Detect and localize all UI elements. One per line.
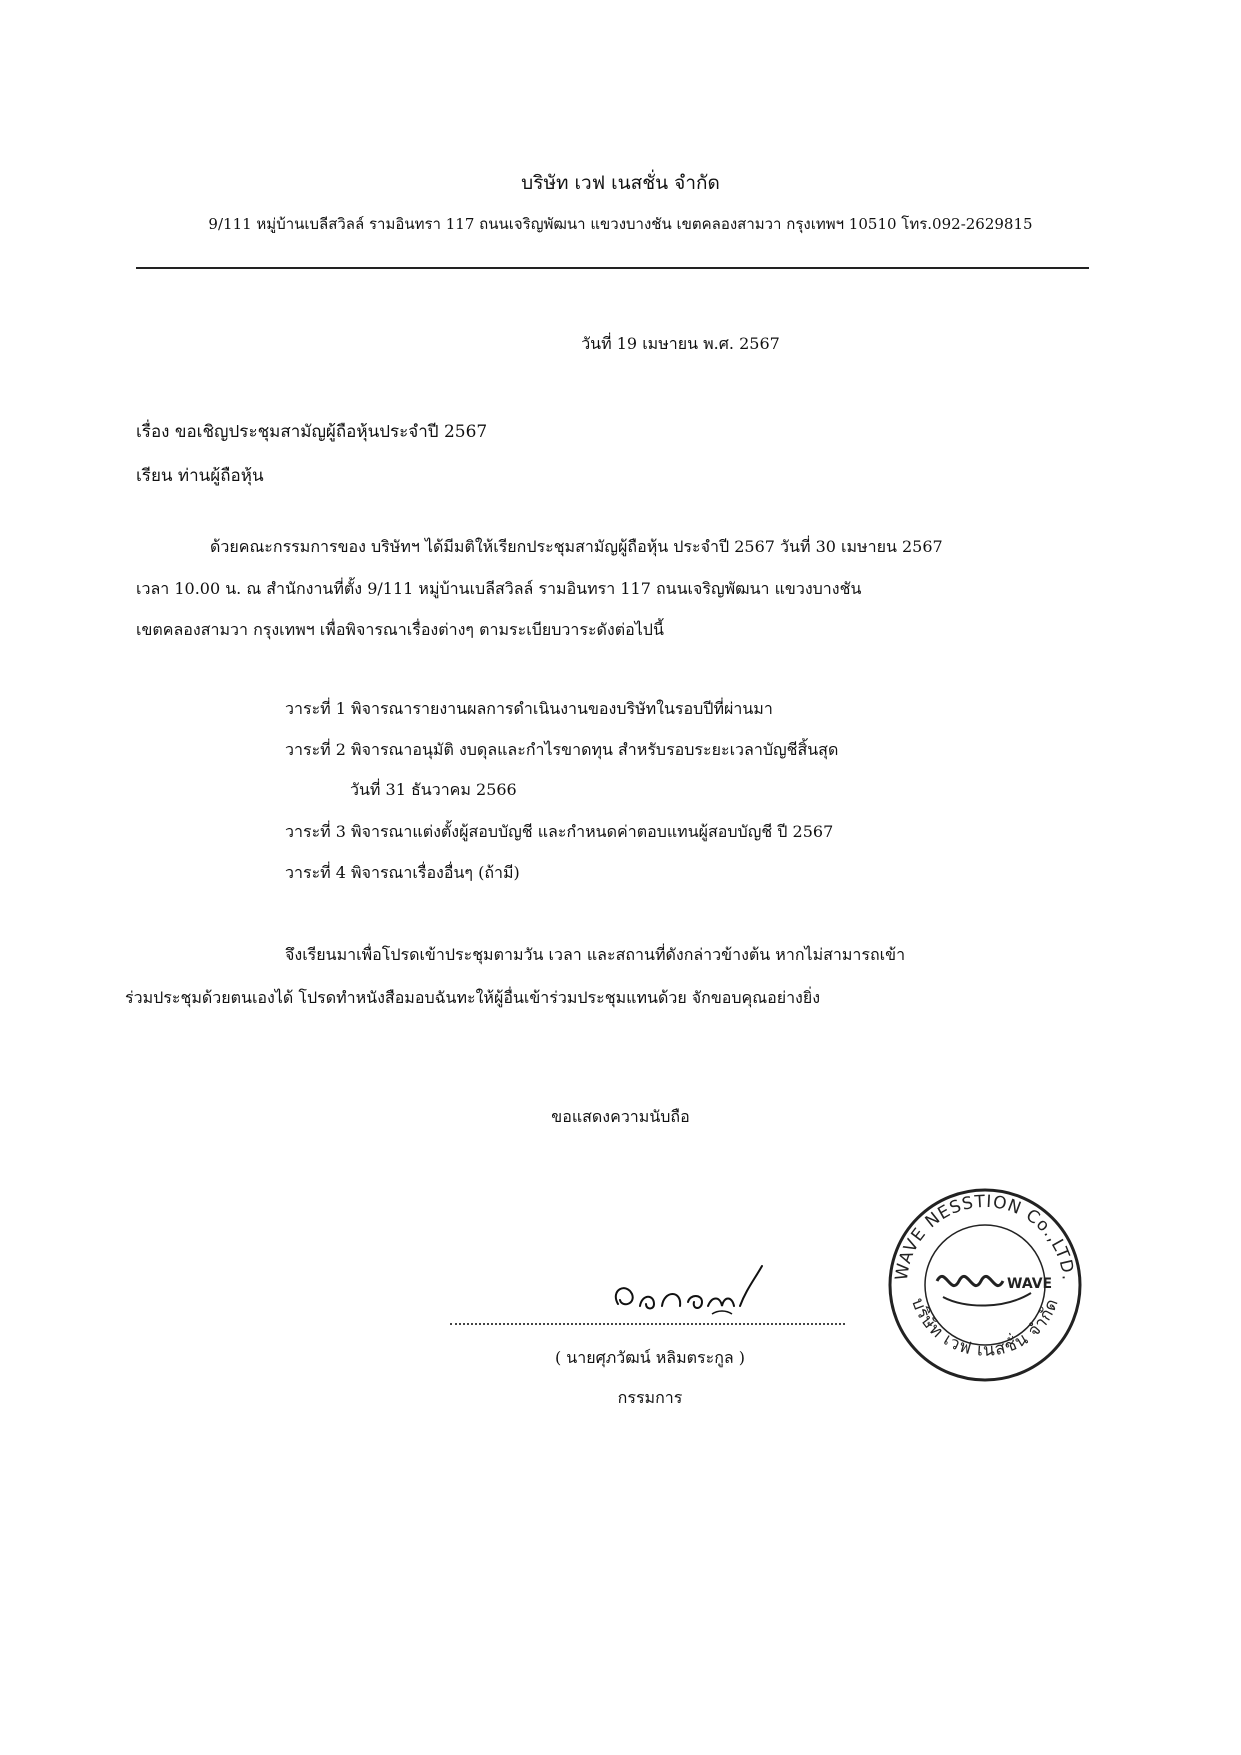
closing-salutation: ขอแสดงความนับถือ [551,1107,690,1126]
agenda-item-2-continued: วันที่ 31 ธันวาคม 2566 [350,780,517,799]
company-name: บริษัท เวฟ เนสชั่น จำกัด [521,172,720,194]
letter-recipient: เรียน ท่านผู้ถือหุ้น [136,466,264,486]
body-line: เขตคลองสามวา กรุงเทพฯ เพื่อพิจารณาเรื่องต่างๆ ตามระเบียบวาระดังต่อไปนี้ [136,620,664,639]
header-divider [136,267,1089,269]
signatory-name: ( นายศุภวัฒน์ หลิมตระกูล ) [554,1348,746,1367]
handwritten-signature [450,1260,850,1320]
svg-text:บริษัท เวฟ เนสชั่น จำกัด: บริษัท เวฟ เนสชั่น จำกัด [907,1295,1063,1361]
signatory-position: กรรมการ [617,1388,683,1407]
letter-subject: เรื่อง ขอเชิญประชุมสามัญผู้ถือหุ้นประจำปี 2567 [136,422,488,442]
seal-logo-text: WAVE [1007,1276,1053,1292]
letter-date: วันที่ 19 เมษายน พ.ศ. 2567 [581,334,780,353]
conclusion-line: จึงเรียนมาเพื่อโปรดเข้าประชุมตามวัน เวลา และสถานที่ดังกล่าวข้างต้น หากไม่สามารถเข้า [285,945,906,964]
signature-line [450,1323,845,1325]
body-line: เวลา 10.00 น. ณ สำนักงานที่ตั้ง 9/111 หมู่บ้านเบลีสวิลล์ รามอินทรา 117 ถนนเจริญพัฒนา แขวงบางชัน [136,579,862,598]
agenda-item-3: วาระที่ 3 พิจารณาแต่งตั้งผู้สอบบัญชี และกำหนดค่าตอบแทนผู้สอบบัญชี ปี 2567 [285,822,834,841]
company-seal-icon [885,1185,1085,1385]
agenda-item-4: วาระที่ 4 พิจารณาเรื่องอื่นๆ (ถ้ามี) [285,863,520,882]
conclusion-line: ร่วมประชุมด้วยตนเองได้ โปรดทำหนังสือมอบฉันทะให้ผู้อื่นเข้าร่วมประชุมแทนด้วย จักขอบคุณอย่างยิ่ง [125,988,821,1007]
company-address: 9/111 หมู่บ้านเบลีสวิลล์ รามอินทรา 117 ถนนเจริญพัฒนา แขวงบางชัน เขตคลองสามวา กรุงเทพฯ 10510 โทร.092-2629815 [208,215,1033,233]
svg-text:WAVE NESSTION Co.,LTD.: WAVE NESSTION Co.,LTD. [891,1191,1078,1282]
agenda-item-2: วาระที่ 2 พิจารณาอนุมัติ งบดุลและกำไรขาดทุน สำหรับรอบระยะเวลาบัญชีสิ้นสุด [285,740,839,759]
agenda-item-1: วาระที่ 1 พิจารณารายงานผลการดำเนินงานของบริษัทในรอบปีที่ผ่านมา [285,699,773,718]
body-line: ด้วยคณะกรรมการของ บริษัทฯ ได้มีมติให้เรียกประชุมสามัญผู้ถือหุ้น ประจำปี 2567 วันที่ 30 เมษายน 2567 [210,537,943,556]
